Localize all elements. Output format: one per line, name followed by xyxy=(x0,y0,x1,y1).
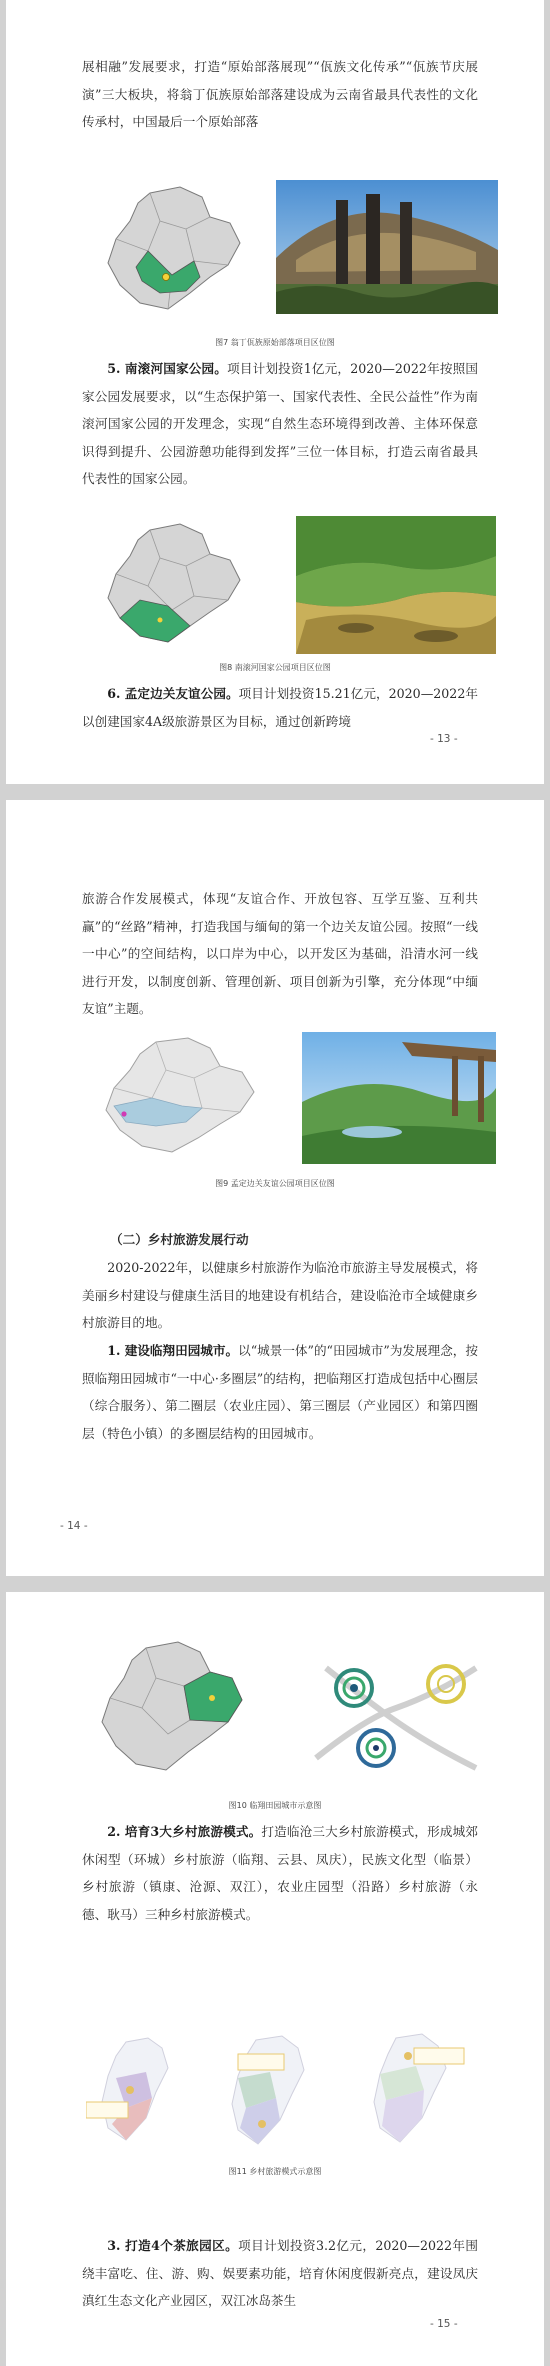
document-page-13 xyxy=(6,0,544,784)
map-linxiang-location xyxy=(86,1636,266,1786)
item-body: 打造临沧三大乡村旅游模式，形成城郊休闲型（环城）乡村旅游（临翔、云县、凤庆），民族文化型（临景）乡村旅游（镇康、沧源、双江），农业庄园型（沿路）乡村旅游（永德、耿马）三种乡村旅游模式。 xyxy=(82,1824,478,1922)
paragraph: 展相融”发展要求，打造“原始部落展现”“佤族文化传承”“佤族节庆展演”三大板块，将翁丁佤族原始部落建设成为云南省最具代表性的文化传承村，中国最后一个原始部落 xyxy=(82,59,478,130)
item-body: 项目计划投资15.21亿元，2020—2022年以创建国家4A级旅游景区为目标，通过创新跨境 xyxy=(82,686,478,729)
figure-caption: 图9 孟定边关友谊公园项目区位图 xyxy=(215,1179,335,1188)
page-number: - 13 - xyxy=(430,733,458,745)
photo-wengding-village xyxy=(276,180,498,314)
item-body: 项目计划投资3.2亿元，2020—2022年围绕丰富吃、住、游、购、娱要素功能，培育休闲度假新亮点，建设凤庆滇红生态文化产业园区，双江冰岛茶生 xyxy=(82,2238,478,2309)
photo-nangunhe-park xyxy=(296,516,496,654)
photo-friendship-park xyxy=(302,1032,496,1164)
figure-caption: 图8 南滚河国家公园项目区位图 xyxy=(219,663,331,672)
item-title: 2. 培育3大乡村旅游模式。 xyxy=(107,1824,262,1839)
paragraph xyxy=(82,355,478,493)
item-title: 6. 孟定边关友谊公园。 xyxy=(107,686,239,701)
figure-caption: 图7 翁丁佤族原始部落项目区位图 xyxy=(215,338,335,347)
diagram-garden-city-rings xyxy=(306,1648,486,1778)
item-title: 5. 南滚河国家公园。 xyxy=(107,361,228,376)
item-title: 3. 打造4个茶旅园区。 xyxy=(107,2238,239,2253)
diagram-rural-tourism-modes xyxy=(86,2028,486,2158)
paragraph xyxy=(82,2232,478,2315)
document-page-14 xyxy=(6,800,544,1576)
item-body: 项目计划投资1亿元，2020—2022年按照国家公园发展要求，以“生态保护第一、国家代表性、全民公益性”作为南滚河国家公园的开发理念，实现“自然生态环境得到改善、主体环保意识得到提升、公园游憩功能得到发挥”三位一体目标，打造云南省最具代表性的国家公园。 xyxy=(82,361,478,487)
figure-caption: 图11 乡村旅游模式示意图 xyxy=(228,2167,322,2176)
paragraph xyxy=(82,1337,478,1447)
map-mengding-location xyxy=(86,1036,286,1156)
paragraph xyxy=(82,1818,478,1928)
item-body: 以“城景一体”的“田园城市”为发展理念，按照临翔田园城市“一中心·多圈层”的结构，把临翔区打造成包括中心圈层（综合服务）、第二圈层（农业庄园）、第三圈层（产业园区）和第四圈层（特色小镇）的多圈层结构的田园城市。 xyxy=(82,1343,478,1441)
document-page-15 xyxy=(6,1592,544,2366)
paragraph: 2020-2022年，以健康乡村旅游作为临沧市旅游主导发展模式，将美丽乡村建设与健康生活目的地建设有机结合，建设临沧市全域健康乡村旅游目的地。 xyxy=(82,1260,478,1331)
section-heading: （二）乡村旅游发展行动 xyxy=(110,1232,249,1247)
page-number: - 15 - xyxy=(430,2318,458,2330)
page-number: - 14 - xyxy=(60,1520,88,1532)
map-nangunhe-location xyxy=(90,520,270,650)
figure-caption: 图10 临翔田园城市示意图 xyxy=(228,1801,322,1810)
map-wengding-location xyxy=(90,181,270,321)
item-title: 1. 建设临翔田园城市。 xyxy=(107,1343,239,1358)
paragraph: 旅游合作发展模式，体现“友谊合作、开放包容、互学互鉴、互利共赢”的“丝路”精神，打造我国与缅甸的第一个边关友谊公园。按照“一线一中心”的空间结构，以口岸为中心，以开发区为基础，沿清水河一线进行开发，以制度创新、管理创新、项目创新为引擎，充分体现“中缅友谊”主题。 xyxy=(82,891,478,1017)
paragraph xyxy=(82,680,478,735)
